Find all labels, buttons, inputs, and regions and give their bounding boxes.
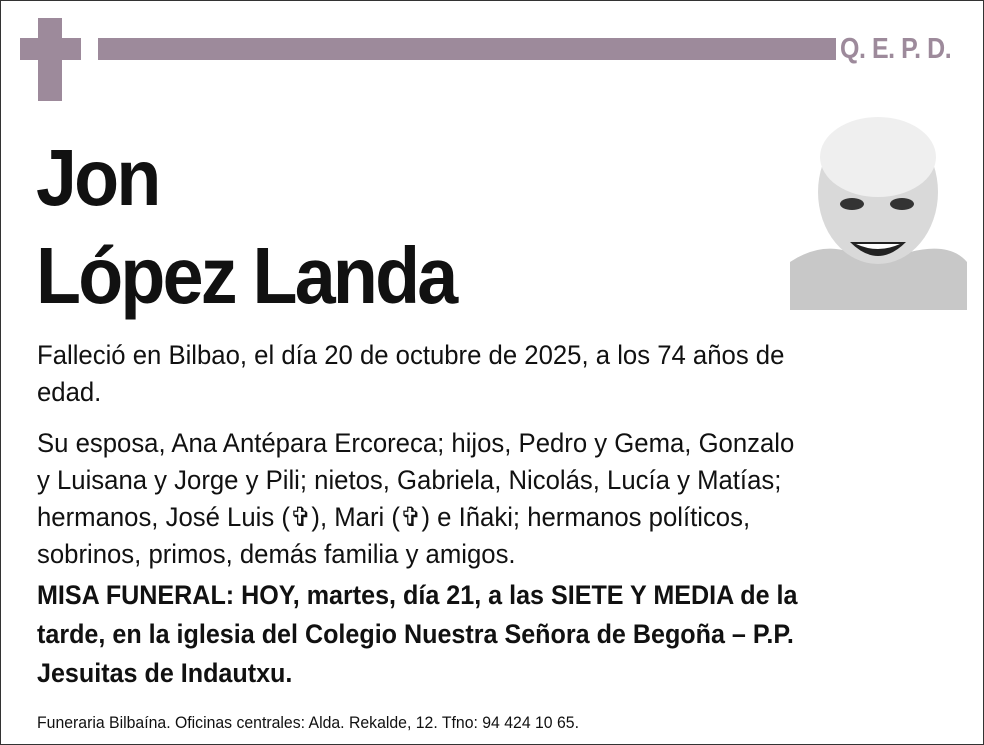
first-name: Jon <box>36 133 159 222</box>
portrait-photo-icon <box>790 112 967 310</box>
family-line: Su esposa, Ana Antépara Ercoreca; hijos, Pedro y Gema, Gonzalo <box>37 428 795 458</box>
funeral-home-footer: Funeraria Bilbaína. Oficinas centrales: Alda. Rekalde, 12. Tfno: 94 424 10 65. <box>37 713 579 732</box>
qepd-label: Q. E. P. D. <box>840 33 952 65</box>
header-rule <box>98 38 836 60</box>
funeral-line: MISA FUNERAL: HOY, martes, día 21, a las SIETE Y MEDIA de la <box>37 580 798 610</box>
family-line: hermanos, José Luis (✞), Mari (✞) e Iñaki; hermanos políticos, <box>37 502 751 532</box>
cross-icon-arm <box>20 38 81 60</box>
death-notice-line: Falleció en Bilbao, el día 20 de octubre de 2025, a los 74 años de <box>37 340 785 370</box>
surnames: López Landa <box>36 231 456 320</box>
family-line: sobrinos, primos, demás familia y amigos. <box>37 539 516 569</box>
family-line: y Luisana y Jorge y Pili; nietos, Gabriela, Nicolás, Lucía y Matías; <box>37 465 782 495</box>
funeral-line: Jesuitas de Indautxu. <box>37 658 293 688</box>
death-notice-line: edad. <box>37 377 102 407</box>
funeral-line: tarde, en la iglesia del Colegio Nuestra Señora de Begoña – P.P. <box>37 619 794 649</box>
